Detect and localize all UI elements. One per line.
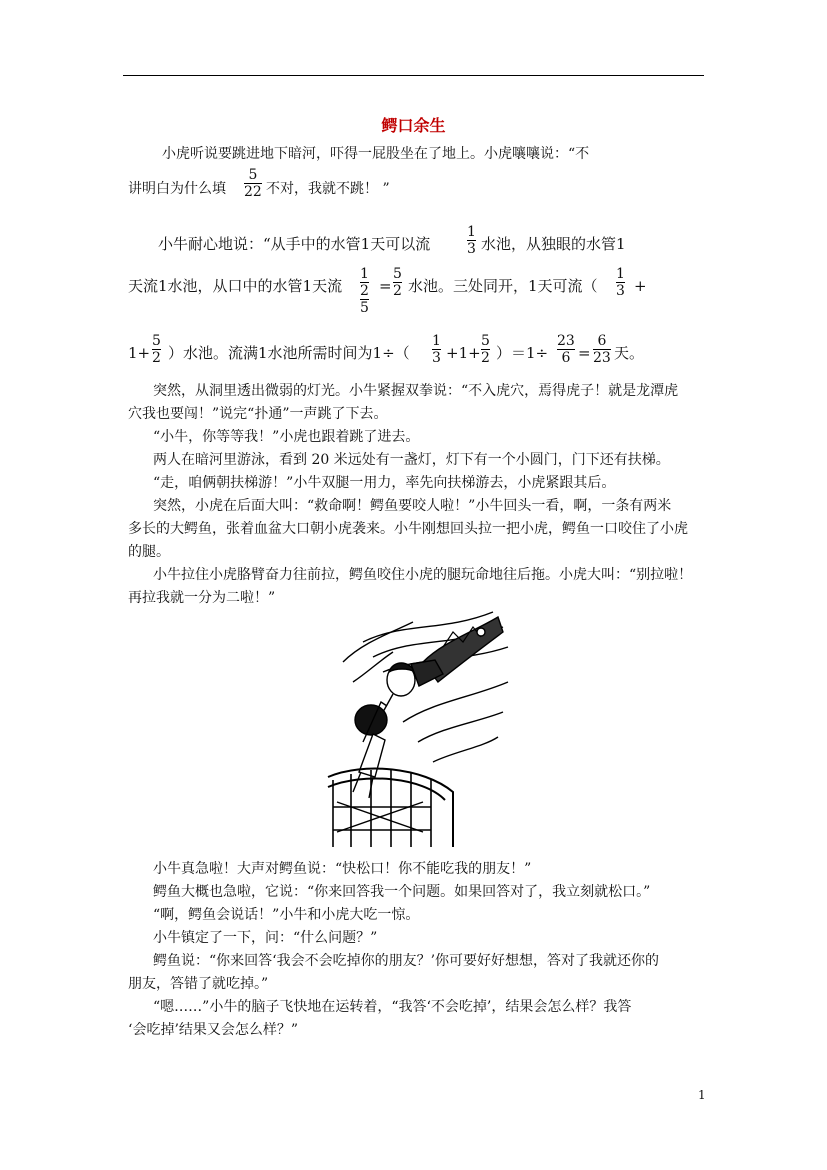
fraction-1-3: $\frac{1}{3}$ [467, 224, 476, 257]
para-line: 突然，从洞里透出微弱的灯光。小牛紧握双拳说：“不入虎穴，焉得虎子！就是龙潭虎 [153, 383, 679, 399]
story-title: 鳄口余生 [381, 116, 446, 135]
intro-line-1: 小虎听说要跳进地下暗河，吓得一屁股坐在了地上。小虎嚷嚷说：“不 [162, 146, 590, 162]
fraction-5-2-c: $\frac{5}{2}$ [481, 333, 490, 366]
fraction-5-2: $\frac{5}{2}$ [393, 266, 402, 299]
math-line-3d: ）＝1÷ [496, 344, 549, 362]
fraction-nested: 1 2 5 [360, 266, 369, 316]
para-line: 多长的大鳄鱼，张着血盆大口朝小虎袭来。小牛刚想回头拉一把小虎，鳄鱼一口咬住了小虎 [128, 521, 688, 537]
para-line: 小牛镇定了一下，问：“什么问题？” [153, 930, 378, 946]
para-line: 鳄鱼说：“你来回答‘我会不会吃掉你的朋友？’你可要好好想想，答对了我就还你的 [153, 953, 660, 969]
math-equals-1: = [379, 277, 392, 295]
fraction-5-22: $\frac{5}{22}$ [244, 167, 262, 200]
intro-line-2b: 不对，我就不跳！ ” [266, 181, 390, 197]
para-line: 穴我也要闯！”说完“扑通”一声跳了下去。 [128, 406, 388, 422]
page-number: 1 [698, 1088, 706, 1102]
fraction-5-2-b: $\frac{5}{2}$ [152, 333, 161, 366]
math-line-3b: ）水池。流满1水池所需时间为1÷（ [168, 344, 410, 362]
para-line: “嗯……”小牛的脑子飞快地在运转着，“我答‘不会吃掉’，结果会怎么样？我答 [153, 999, 632, 1015]
math-line-3f: 天。 [614, 344, 645, 362]
intro-line-2a: 讲明白为什么填 [128, 181, 226, 197]
para-line: 突然，小虎在后面大叫：“救命啊！鳄鱼要咬人啦！”小牛回头一看，啊，一条有两米 [153, 498, 672, 514]
para-line: 鳄鱼大概也急啦，它说：“你来回答我一个问题。如果回答对了，我立刻就松口。” [153, 884, 651, 900]
math-line-1a: 小牛耐心地说：“从手中的水管1天可以流 [158, 235, 431, 253]
header-rule [123, 75, 704, 76]
para-line: 朋友，答错了就吃掉。” [128, 976, 269, 992]
para-line: “啊，鳄鱼会说话！”小牛和小虎大吃一惊。 [153, 907, 420, 923]
para-line: 再拉我就一分为二啦！” [128, 590, 276, 606]
math-line-2a: 天流1水池，从口中的水管1天流 [128, 277, 343, 295]
para-line: 小牛拉住小虎胳臂奋力往前拉，鳄鱼咬住小虎的腿玩命地往后拖。小虎大叫：“别拉啦！ [153, 567, 693, 583]
para-line: 两人在暗河里游泳，看到 20 米远处有一盏灯，灯下有一个小圆门，门下还有扶梯。 [153, 452, 670, 468]
para-line: “小牛，你等等我！”小虎也跟着跳了进去。 [153, 429, 420, 445]
para-line: 小牛真急啦！大声对鳄鱼说：“快松口！你不能吃我的朋友！” [153, 861, 532, 877]
para-line: 的腿。 [128, 544, 170, 560]
fraction-23-6: $\frac{23}{6}$ [557, 333, 575, 366]
fraction-1-3-c: $\frac{1}{3}$ [432, 333, 441, 366]
para-line: ‘会吃掉’结果又会怎么样？” [128, 1022, 299, 1038]
fraction-6-23: $\frac{6}{23}$ [593, 333, 611, 366]
fraction-1-3-b: $\frac{1}{3}$ [616, 266, 625, 299]
math-plus-1: + [634, 277, 647, 295]
math-line-2c: 水池。三处同开，1天可流（ [408, 277, 598, 295]
crocodile-illustration [323, 602, 513, 850]
math-line-3c: +1+ [446, 344, 481, 362]
math-equals-2: = [578, 344, 591, 362]
math-line-3a: 1+ [128, 344, 151, 362]
para-line: “走，咱俩朝扶梯游！”小牛双腿一用力，率先向扶梯游去，小虎紧跟其后。 [153, 475, 616, 491]
math-line-1b: 水池，从独眼的水管1 [481, 235, 626, 253]
